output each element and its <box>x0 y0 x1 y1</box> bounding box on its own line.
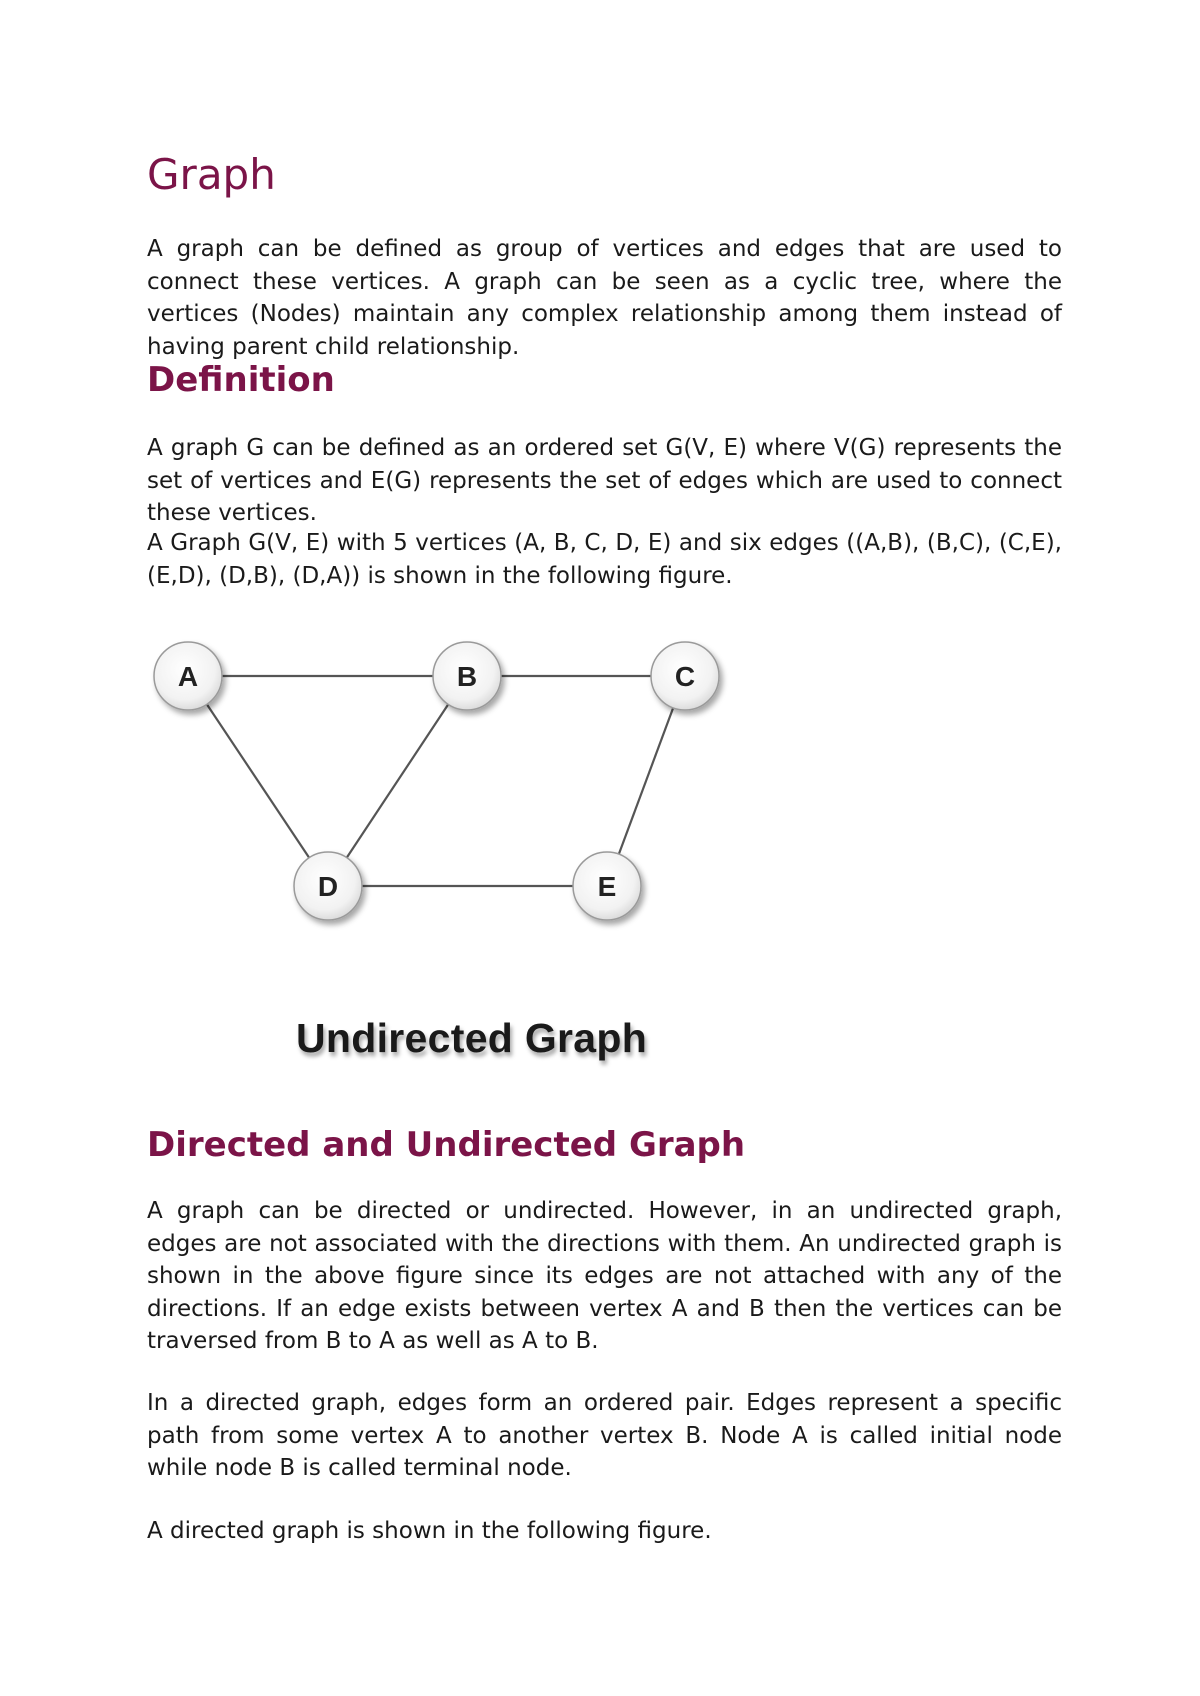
node-b <box>433 642 501 710</box>
definition-paragraph: A graph G can be defined as an ordered set G(V, E) where V(G) represents the set of vertices and E(G) represents the set of edges which are used to connect these vertices. <box>147 435 1062 526</box>
intro-paragraph: A graph can be defined as group of vertices and edges that are used to connect these vertices. A graph can be seen as a cyclic tree, where the vertices (Nodes) maintain any complex relationship among them instead of having parent child relationship. <box>147 236 1062 360</box>
node-d <box>294 852 362 920</box>
node-label: E <box>597 871 617 902</box>
node-c <box>651 642 719 710</box>
definition-heading: Definition <box>147 360 335 400</box>
node-a <box>154 642 222 710</box>
directed-explanation-paragraph: In a directed graph, edges form an ordered pair. Edges represent a specific path from some vertex A to another vertex B. Node A is called initial node while node B is called terminal node. <box>147 1390 1062 1481</box>
figure-caption: Undirected Graph <box>296 1015 648 1061</box>
directed-undirected-heading: Directed and Undirected Graph <box>147 1125 746 1165</box>
edge-d-b <box>328 676 467 886</box>
node-label: B <box>456 661 478 692</box>
undirected-explanation-paragraph: A graph can be directed or undirected. However, in an undirected graph, edges are not associated with the directions with them. An undirected graph is shown in the above figure since its edges are not attached with any of the directions. If an edge exists between vertex A and B then the vertices can be traversed from B to A as well as A to B. <box>147 1198 1062 1354</box>
node-e <box>573 852 641 920</box>
graph-nodes <box>154 642 719 920</box>
figure-intro-paragraph: A Graph G(V, E) with 5 vertices (A, B, C, D, E) and six edges ((A,B), (B,C), (C,E), (E,D), (D,B), (D,A)) is shown in the following figure. <box>147 530 1062 589</box>
page-title: Graph <box>147 150 276 199</box>
undirected-graph-figure <box>130 620 790 950</box>
node-label: C <box>674 661 696 692</box>
node-label: A <box>177 661 199 692</box>
directed-figure-intro-paragraph: A directed graph is shown in the following figure. <box>147 1518 712 1544</box>
edge-d-a <box>188 676 328 886</box>
node-label: D <box>317 871 339 902</box>
